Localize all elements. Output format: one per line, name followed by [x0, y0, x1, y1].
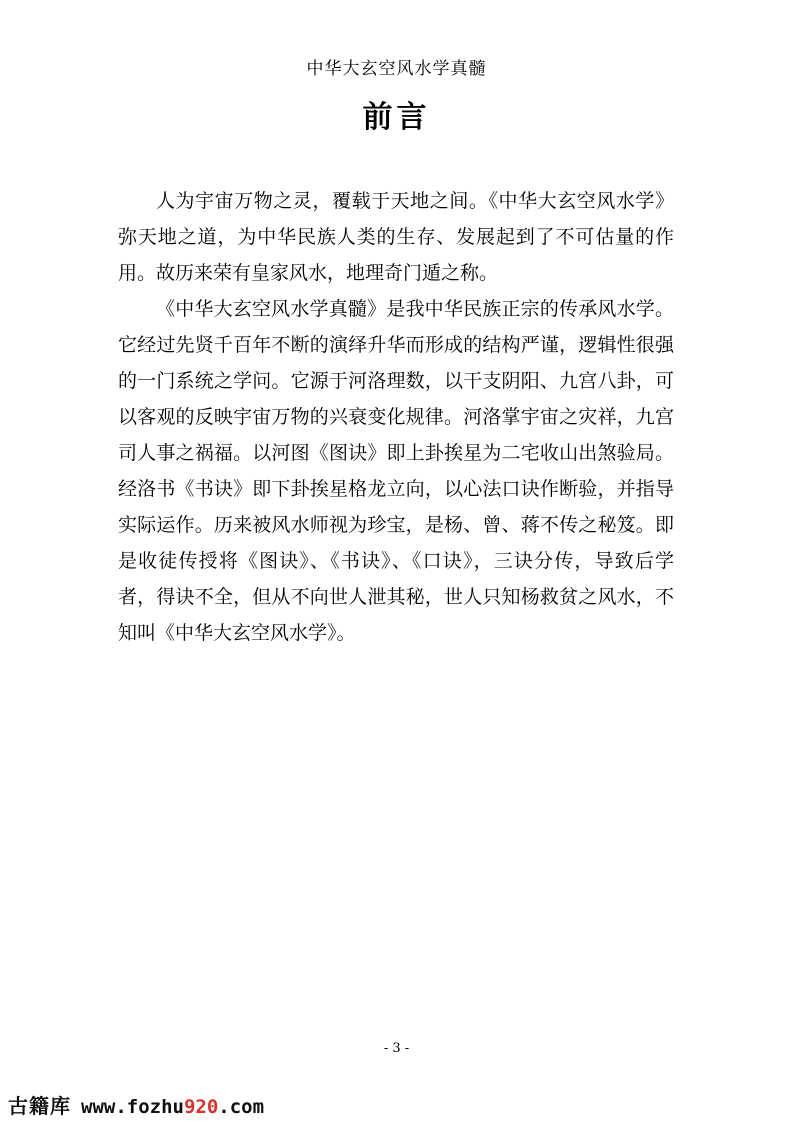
watermark-url-number: 920: [183, 1096, 219, 1118]
paragraph-1: 人为宇宙万物之灵，覆载于天地之间。《中华大玄空风水学》弥天地之道，为中华民族人类的生存、发展起到了不可估量的作用。故历来荣有皇家风水，地理奇门遁之称。: [118, 190, 674, 284]
page-number: - 3 -: [383, 1041, 410, 1056]
running-header: 中华大玄空风水学真髓: [306, 59, 487, 79]
site-watermark: [8, 1090, 264, 1116]
paragraph-2: 《中华大玄空风水学真髓》是我中华民族正宗的传承风水学。它经过先贤千百年不断的演绎升华而形成的结构严谨，逻辑性很强的一门系统之学问。它源于河洛理数，以干支阴阳、九宫八卦，可以客观的反映宇宙万物的兴衰变化规律。河洛掌宇宙之灾祥，九宫司人事之祸福。以河图《图诀》即上卦挨星为二宅收山出煞验局。经洛书《书诀》即下卦挨星格龙立向，以心法口诀作断验，并指导实际运作。历来被风水师视为珍宝，是杨、曾、蒋不传之秘笈。即是收徒传授将《图诀》、《书诀》、《口诀》，三诀分传，导致后学者，得诀不全，但从不向世人泄其秘，世人只知杨救贫之风水，不知叫《中华大玄空风水学》。: [118, 298, 674, 644]
watermark-url-suffix: .com: [218, 1096, 265, 1118]
body-text: [118, 183, 674, 651]
page-title: 前言: [362, 100, 431, 135]
watermark-url-prefix: www.fozhu: [81, 1096, 184, 1118]
watermark-site-name: 古籍库: [8, 1094, 71, 1118]
